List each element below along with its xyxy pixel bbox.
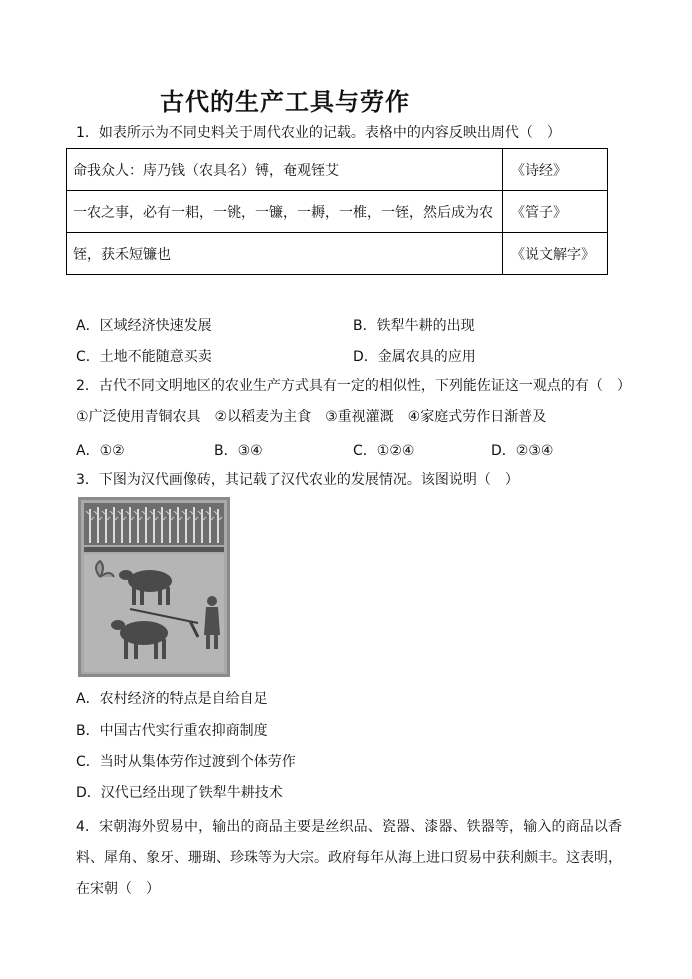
q3-option-d[interactable]: D．汉代已经出现了铁犁牛耕技术 [76, 785, 283, 801]
table-row [67, 233, 608, 275]
q3-option-c[interactable]: C．当时从集体劳作过渡到个体劳作 [76, 754, 296, 770]
q1-option-d[interactable]: D．金属农具的应用 [353, 349, 476, 365]
question-1-stem: 1．如表所示为不同史料关于周代农业的记载。表格中的内容反映出周代（ ） [76, 125, 561, 141]
q2-option-c[interactable]: C．①②④ [353, 443, 415, 459]
question-4-stem: 4．宋朝海外贸易中，输出的商品主要是丝织品、瓷器、漆器、铁器等，输入的商品以香料、犀角、象牙、珊瑚、珍珠等为大宗。政府每年从海上进口贸易中获利颇丰。这表明，在宋朝（ ） [76, 819, 622, 897]
q2-option-b[interactable]: B．③④ [214, 443, 263, 459]
table-row [67, 149, 608, 191]
q1-option-a[interactable]: A．区域经济快速发展 [76, 318, 212, 334]
q2-option-a[interactable]: A．①② [76, 443, 125, 459]
table-row [67, 191, 608, 233]
question-2-stem: 2．古代不同文明地区的农业生产方式具有一定的相似性，下列能佐证这一观点的有（ ） [76, 378, 631, 394]
question-3-stem: 3．下图为汉代画像砖，其记载了汉代农业的发展情况。该图说明（ ） [76, 472, 519, 488]
question-2-items: ①广泛使用青铜农具 ②以稻麦为主食 ③重视灌溉 ④家庭式劳作日渐普及 [76, 409, 547, 425]
table-cell-text: 命我众人：庤乃钱（农具名）镈，奄观铚艾 [67, 149, 503, 191]
table-cell-source: 《管子》 [503, 191, 608, 233]
q3-option-b[interactable]: B．中国古代实行重农抑商制度 [76, 723, 268, 739]
table-cell-text: 一农之事，必有一耜，一铫，一镰，一耨，一椎，一铚，然后成为农 [67, 191, 503, 233]
q1-option-b[interactable]: B．铁犁牛耕的出现 [353, 318, 475, 334]
table-cell-source: 《说文解字》 [503, 233, 608, 275]
q2-option-d[interactable]: D．②③④ [491, 443, 554, 459]
table-cell-source: 《诗经》 [503, 149, 608, 191]
q3-option-a[interactable]: A．农村经济的特点是自给自足 [76, 691, 268, 707]
source-table [66, 148, 608, 275]
han-brick-image [78, 497, 230, 677]
page-title: 古代的生产工具与劳作 [160, 88, 410, 116]
q1-option-c[interactable]: C．土地不能随意买卖 [76, 349, 212, 365]
table-cell-text: 铚，获禾短镰也 [67, 233, 503, 275]
